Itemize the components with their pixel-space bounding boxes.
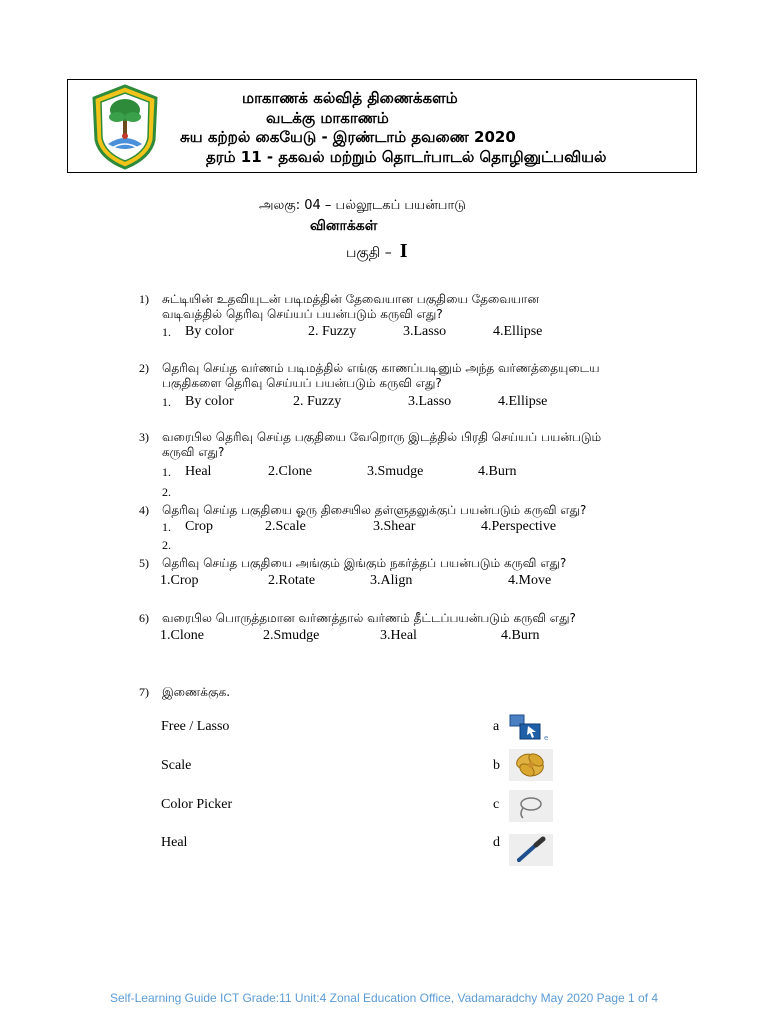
move-tool-icon	[506, 712, 550, 744]
question-number: 6)	[139, 611, 149, 625]
match-item-label: Heal	[161, 835, 188, 850]
option: 2.Rotate	[268, 573, 316, 588]
option: Heal	[185, 464, 212, 479]
option-number: 1.	[162, 520, 171, 534]
option: 2.Scale	[265, 519, 306, 534]
option: 3.Heal	[380, 628, 417, 643]
option: By color	[185, 324, 234, 339]
question-text: பகுதிகளை தெரிவு செய்யப் பயன்படும் கருவி எது?	[162, 376, 442, 390]
option: 4.Ellipse	[493, 324, 543, 339]
option: 3.Lasso	[408, 394, 452, 409]
option: 3.Shear	[373, 519, 416, 534]
option: 2. Fuzzy	[308, 324, 357, 339]
option: 1.Clone	[160, 628, 204, 643]
svg-text:e: e	[544, 734, 549, 742]
matching-instruction: இணைக்குக.	[162, 685, 231, 699]
match-item-label: Scale	[161, 758, 192, 773]
question-text: வரைபில தெரிவு செய்த பகுதியை வேறொரு இடத்தில் பிரதி செய்யப் பயன்படும்	[162, 430, 602, 444]
question-text: கருவி எது?	[162, 445, 225, 459]
question-text: தெரிவு செய்த வர்ணம் படிமத்தில் எங்கு காணப்படினும் அந்த வர்ணத்தையுடைய	[162, 361, 600, 375]
page-footer: Self-Learning Guide ICT Grade:11 Unit:4 Zonal Education Office, Vadamaradchy May 2020 Page 1 of 4	[109, 991, 659, 1005]
option: 3.Smudge	[367, 464, 424, 479]
option: 4.Move	[508, 573, 552, 588]
header-grade-subject: தரம் 11 - தகவல் மற்றும் தொடர்பாடல் தொழினுட்பவியல்	[206, 148, 607, 166]
color-picker-icon	[509, 834, 553, 866]
part-prefix: பகுதி –	[346, 245, 392, 261]
question-number: 7)	[139, 685, 149, 699]
match-letter: b	[493, 758, 500, 773]
department-logo-icon	[90, 84, 160, 170]
header-guide-title: சுய கற்றல் கையேடு - இரண்டாம் தவணை 2020	[180, 128, 516, 146]
question-number: 1)	[139, 292, 149, 306]
option-number: 1.	[162, 325, 171, 339]
header-province: வடக்கு மாகாணம்	[266, 109, 389, 127]
option: 2.Clone	[268, 464, 312, 479]
option: 1.Crop	[160, 573, 199, 588]
question-text: தெரிவு செய்த பகுதியை அங்கும் இங்கும் நகர்த்தப் பயன்படும் கருவி எது?	[162, 556, 567, 570]
match-letter: c	[493, 797, 500, 812]
question-text: தெரிவு செய்த பகுதியை ஓரு திசையில தள்ளுதலுக்குப் பயன்படும் கருவி எது?	[162, 503, 587, 517]
option-number: 1.	[162, 395, 171, 409]
option: 4.Burn	[501, 628, 540, 643]
match-letter: a	[493, 719, 500, 734]
part-heading	[346, 240, 408, 263]
lasso-icon	[509, 790, 553, 822]
option: Crop	[185, 519, 213, 534]
part-number: I	[399, 240, 408, 262]
question-number: 2)	[139, 361, 149, 375]
heal-bandage-icon	[509, 749, 553, 781]
stray-number: 2.	[162, 538, 171, 552]
option: 2.Smudge	[263, 628, 320, 643]
question-number: 4)	[139, 503, 149, 517]
option: By color	[185, 394, 234, 409]
question-text: சுட்டியின் உதவியுடன் படிமத்தின் தேவையான பகுதியை தேவையான	[162, 292, 539, 306]
option: 4.Ellipse	[498, 394, 548, 409]
header-box	[67, 79, 697, 173]
option: 2. Fuzzy	[293, 394, 342, 409]
option-number: 1.	[162, 465, 171, 479]
question-text: வரைபில பொருத்தமான வர்ணத்தால் வர்ணம் தீட்டப்பயன்படும் கருவி எது?	[162, 611, 576, 625]
match-item-label: Color Picker	[161, 797, 233, 812]
questions-heading: வினாக்கள்	[310, 218, 378, 234]
unit-title: அலகு: 04 – பல்லூடகப் பயன்பாடு	[259, 198, 466, 213]
option: 4.Burn	[478, 464, 517, 479]
question-number: 5)	[139, 556, 149, 570]
option: 4.Perspective	[481, 519, 557, 534]
question-number: 3)	[139, 430, 149, 444]
header-department: மாகாணக் கல்வித் திணைக்களம்	[242, 89, 458, 107]
match-item-label: Free / Lasso	[161, 719, 230, 734]
question-text: வடிவத்தில் தெரிவு செய்யப் பயன்படும் கருவி எது?	[162, 307, 443, 321]
match-letter: d	[493, 835, 500, 850]
option: 3.Align	[370, 573, 413, 588]
option: 3.Lasso	[403, 324, 447, 339]
stray-number: 2.	[162, 485, 171, 499]
